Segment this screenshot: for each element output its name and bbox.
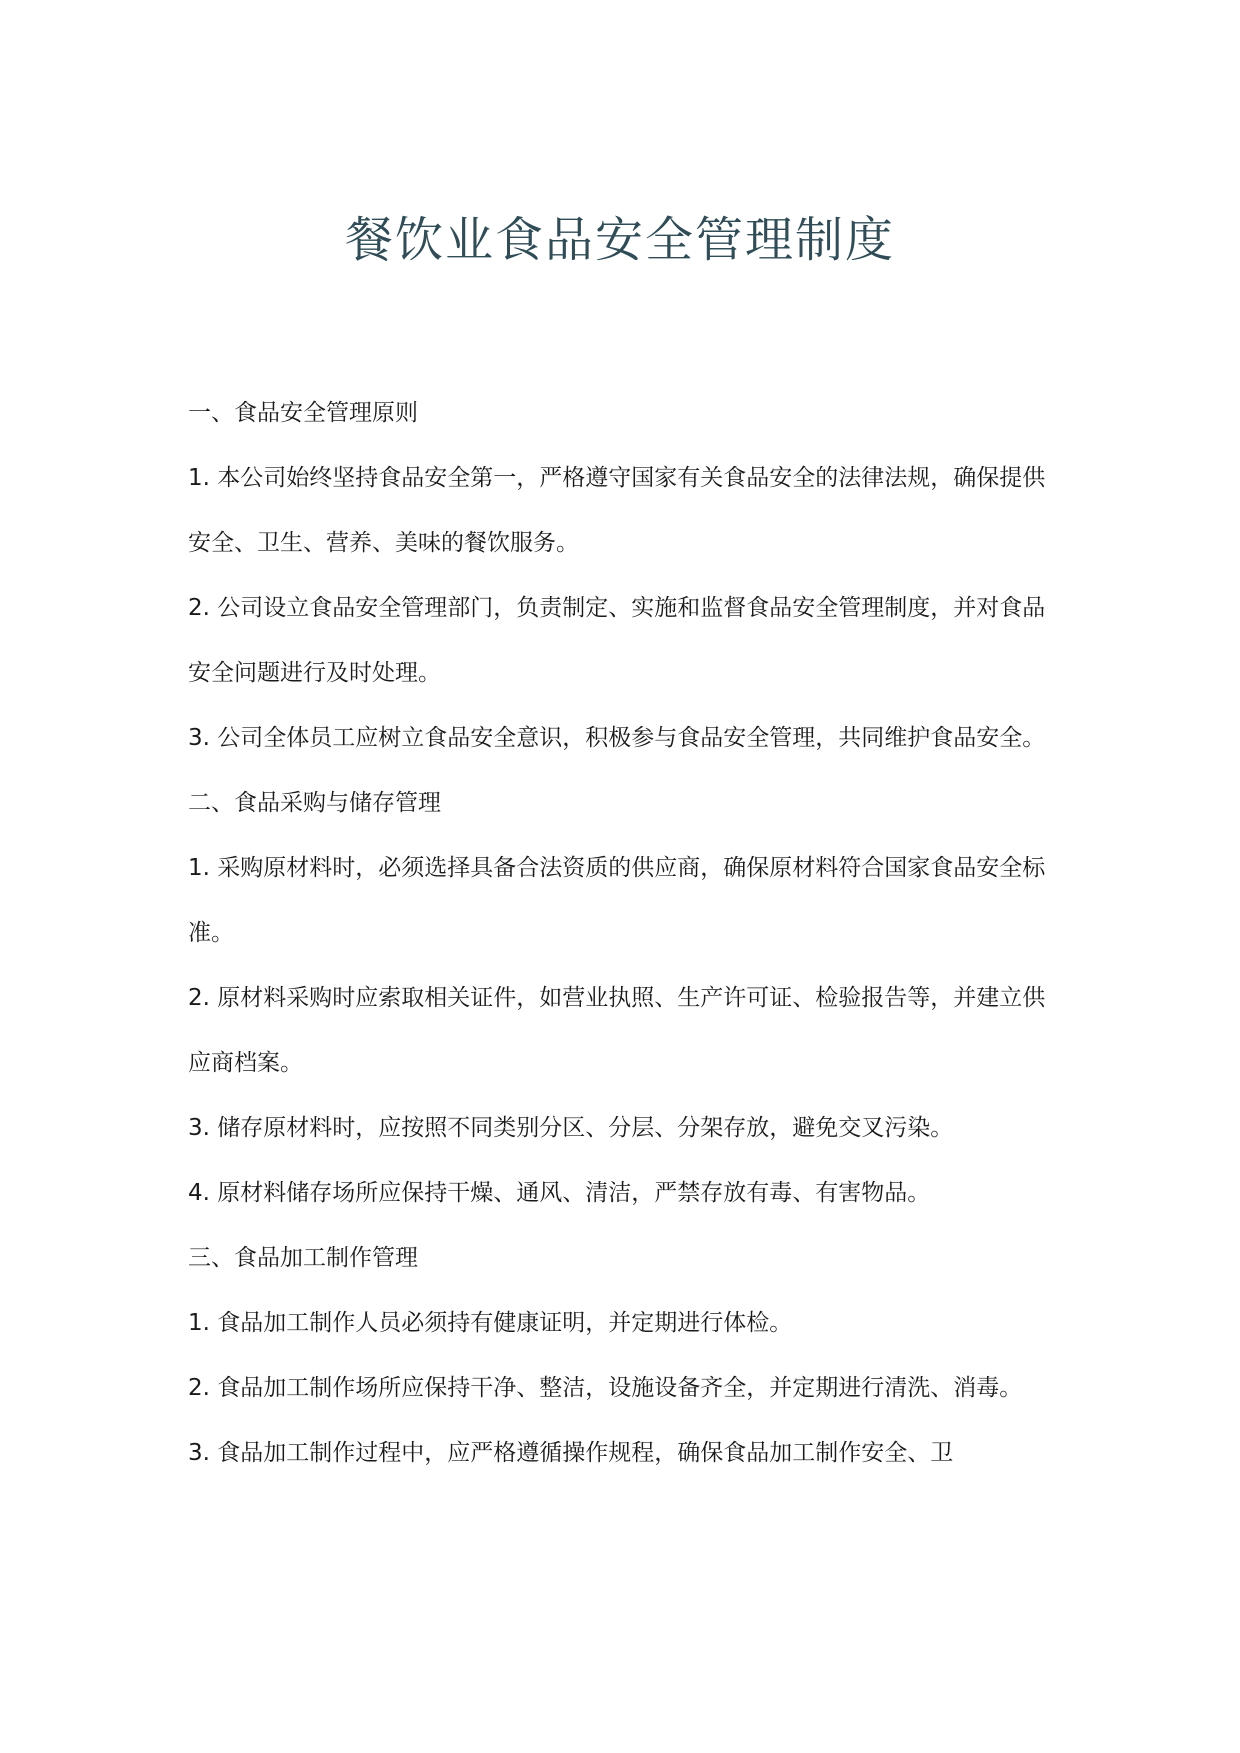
paragraph: 2. 原材料采购时应索取相关证件，如营业执照、生产许可证、检验报告等，并建立供应商档案。 <box>188 985 1046 1076</box>
section-heading: 三、食品加工制作管理 <box>188 1245 418 1271</box>
paragraph: 2. 食品加工制作场所应保持干净、整洁，设施设备齐全，并定期进行清洗、消毒。 <box>188 1375 1023 1401</box>
paragraph: 3. 公司全体员工应树立食品安全意识，积极参与食品安全管理，共同维护食品安全。 <box>188 725 1046 751</box>
paragraph: 3. 食品加工制作过程中，应严格遵循操作规程，确保食品加工制作安全、卫 <box>188 1440 954 1466</box>
paragraph: 4. 原材料储存场所应保持干燥、通风、清洁，严禁存放有毒、有害物品。 <box>188 1180 931 1206</box>
paragraph: 1. 本公司始终坚持食品安全第一，严格遵守国家有关食品安全的法律法规，确保提供安全、卫生、营养、美味的餐饮服务。 <box>188 465 1046 556</box>
document-body <box>188 381 1048 1486</box>
paragraph: 1. 食品加工制作人员必须持有健康证明，并定期进行体检。 <box>188 1310 793 1336</box>
document-title: 餐饮业食品安全管理制度 <box>344 212 895 268</box>
paragraph: 3. 储存原材料时，应按照不同类别分区、分层、分架存放，避免交叉污染。 <box>188 1115 954 1141</box>
section-heading: 二、食品采购与储存管理 <box>188 790 441 816</box>
paragraph: 2. 公司设立食品安全管理部门，负责制定、实施和监督食品安全管理制度，并对食品安全问题进行及时处理。 <box>188 595 1046 686</box>
section-heading: 一、食品安全管理原则 <box>188 400 418 426</box>
paragraph: 1. 采购原材料时，必须选择具备合法资质的供应商，确保原材料符合国家食品安全标准。 <box>188 855 1046 946</box>
